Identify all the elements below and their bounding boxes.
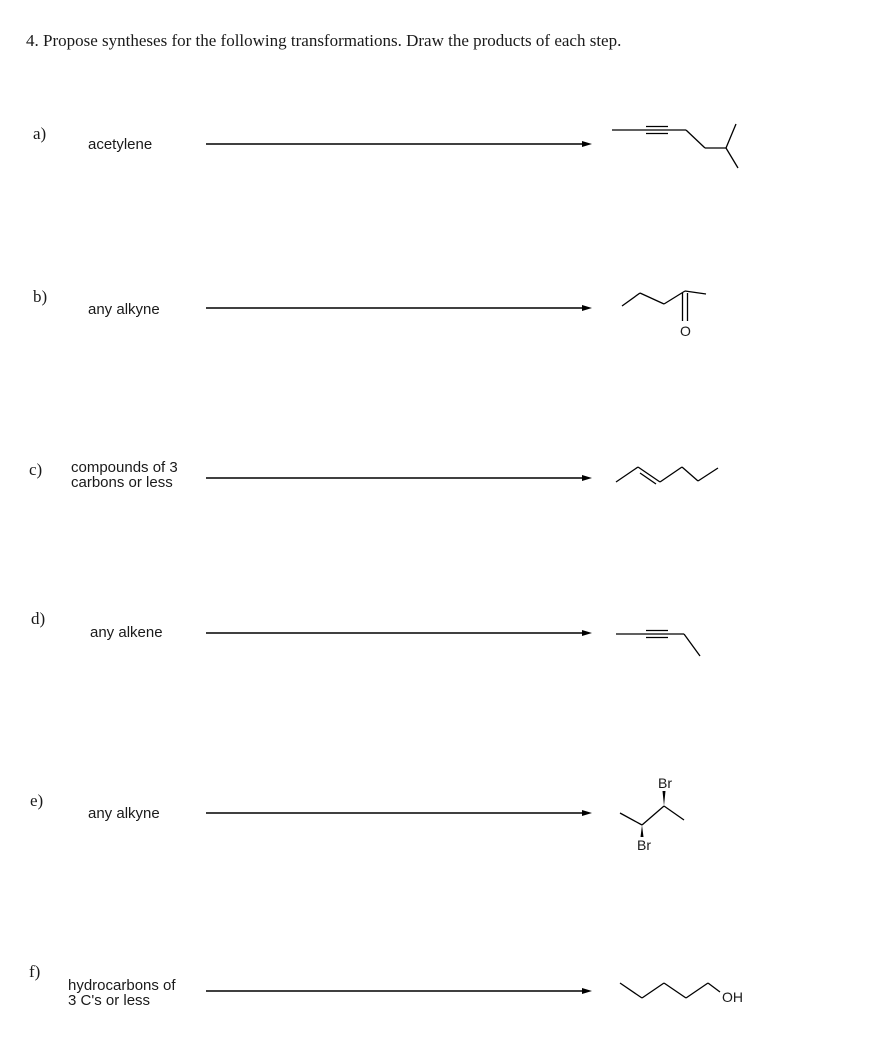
ketone-product-icon [618,286,718,344]
reaction-arrow-icon [206,985,592,997]
hydroxyl-label: OH [722,989,743,1005]
alkene-product-icon [612,462,724,492]
reaction-arrow-icon [206,302,592,314]
starting-material [88,806,160,821]
bromine-label: Br [637,837,651,853]
dibromide-product-icon [616,774,690,854]
starting-material-line: any alkyne [88,301,160,318]
alcohol-product-icon [616,978,752,1010]
problem-letter: d) [31,609,46,628]
starting-material-line: hydrocarbons of [68,977,176,994]
alkyne-product-icon [612,622,706,660]
problem-letter: b) [33,287,48,306]
starting-material [90,625,163,640]
reaction-arrow-icon [206,138,592,150]
reaction-arrow-icon [206,627,592,639]
reaction-arrow-icon [206,472,592,484]
wedge-bond-icon [641,825,644,837]
reaction-arrow-icon [206,807,592,819]
starting-material [88,302,160,317]
starting-material-line: acetylene [88,136,153,153]
problem-letter: f) [29,962,41,981]
starting-material-line: 3 C's or less [68,992,151,1009]
oxygen-label: O [680,323,691,339]
problem-letter: c) [29,460,43,479]
question-text: 4. Propose syntheses for the following transformations. Draw the products of each step. [26,31,622,50]
starting-material [71,460,178,490]
alkyne-product-icon [608,118,748,174]
starting-material-line: carbons or less [71,474,173,491]
starting-material-line: any alkene [90,624,163,641]
problem-letter: a) [33,124,47,143]
starting-material-line: compounds of 3 [71,459,178,476]
starting-material [88,137,152,152]
starting-material [68,978,176,1008]
wedge-bond-icon [663,791,666,806]
bromine-label: Br [658,775,672,791]
starting-material-line: any alkyne [88,805,160,822]
problem-letter: e) [30,791,44,810]
